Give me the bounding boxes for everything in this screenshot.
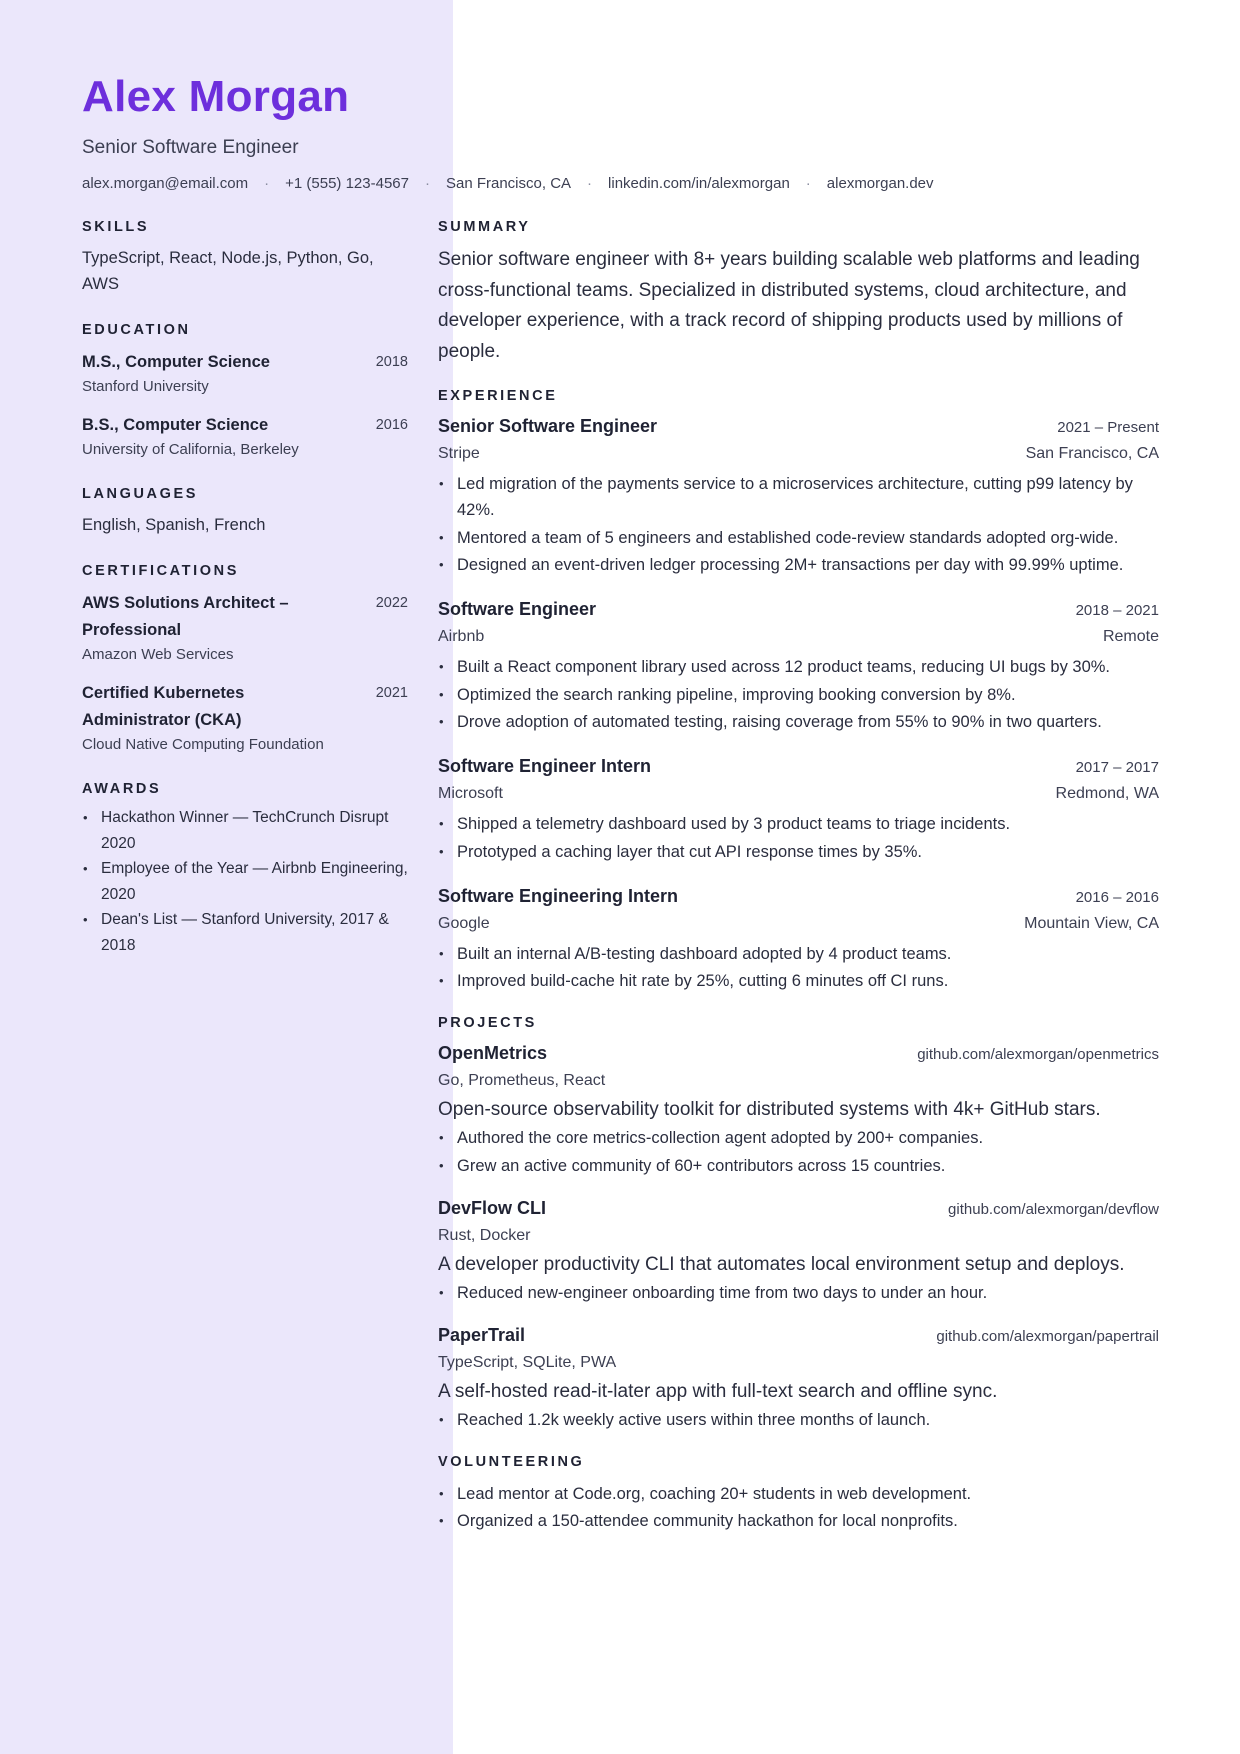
project-stack: Rust, Docker (438, 1226, 531, 1244)
summary-section (438, 218, 1159, 367)
candidate-title: Senior Software Engineer (82, 137, 299, 158)
job-entry (438, 596, 1159, 735)
volunteering-bullets (438, 1481, 1159, 1535)
volunteering-section (438, 1453, 1159, 1535)
job-title: Software Engineer Intern (438, 756, 652, 776)
contact-separator: · (587, 175, 593, 192)
project-description: A self-hosted read-it-later app with full-text search and offline sync. (438, 1380, 998, 1402)
project-link[interactable]: github.com/alexmorgan/papertrail (936, 1327, 1159, 1345)
award-item: • Hackathon Winner — TechCrunch Disrupt 2020 (82, 805, 408, 856)
certification-issuer: Cloud Native Computing Foundation (82, 736, 324, 753)
certification-issuer: Amazon Web Services (82, 646, 234, 663)
languages-text: English, Spanish, French (82, 516, 266, 534)
resume-header (82, 70, 1162, 196)
project-description: A developer productivity CLI that automates local environment setup and deploys. (438, 1253, 1125, 1275)
job-location: Redmond, WA (1055, 785, 1159, 802)
job-bullet: • Mentored a team of 5 engineers and established code-review standards adopted org-wide. (438, 525, 1159, 551)
section-heading: LANGUAGES (82, 486, 199, 502)
project-stack: Go, Prometheus, React (438, 1072, 606, 1089)
job-bullet: • Prototyped a caching layer that cut API response times by 35%. (438, 839, 1159, 865)
project-link[interactable]: github.com/alexmorgan/devflow (948, 1200, 1159, 1218)
contact-website[interactable]: alexmorgan.dev (826, 175, 934, 192)
award-item: • Dean's List — Stanford University, 2017 & 2018 (82, 907, 408, 958)
project-bullet: • Grew an active community of 60+ contributors across 15 countries. (438, 1153, 1159, 1179)
job-location: San Francisco, CA (1025, 445, 1159, 462)
certification-year: 2022 (375, 595, 408, 611)
project-bullets (438, 1125, 1159, 1179)
contact-separator: · (805, 175, 811, 192)
contact-location: San Francisco, CA (445, 175, 572, 192)
job-location: Mountain View, CA (1024, 914, 1159, 932)
job-location: Remote (1102, 628, 1159, 645)
contact-separator: · (424, 175, 430, 192)
contact-email[interactable]: alex.morgan@email.com (82, 175, 249, 192)
education-item (82, 349, 408, 398)
project-name: OpenMetrics (438, 1043, 548, 1063)
main-column (438, 218, 1159, 1554)
job-bullet: • Led migration of the payments service to a microservices architecture, cutting p99 latency by 42%. (438, 471, 1159, 523)
project-name: PaperTrail (438, 1324, 526, 1345)
job-bullet: • Improved build-cache hit rate by 25%, cutting 6 minutes off CI runs. (438, 968, 1159, 994)
project-entry (438, 1040, 1159, 1179)
job-title: Software Engineering Intern (438, 885, 679, 906)
project-bullets (438, 1280, 1159, 1306)
project-stack: TypeScript, SQLite, PWA (438, 1353, 617, 1371)
job-title: Senior Software Engineer (438, 416, 658, 436)
job-dates: 2016 – 2016 (1075, 888, 1159, 906)
certification-name: Certified Kubernetes Administrator (CKA) (82, 684, 245, 729)
project-description: Open-source observability toolkit for distributed systems with 4k+ GitHub stars. (438, 1099, 1101, 1120)
job-bullet: • Shipped a telemetry dashboard used by 3 product teams to triage incidents. (438, 811, 1159, 837)
education-item (82, 412, 408, 461)
job-entry (438, 413, 1159, 578)
job-dates: 2017 – 2017 (1075, 759, 1159, 776)
project-bullet: • Authored the core metrics-collection agent adopted by 200+ companies. (438, 1125, 1159, 1151)
volunteering-bullet: • Lead mentor at Code.org, coaching 20+ students in web development. (438, 1481, 1159, 1507)
job-bullet: • Designed an event-driven ledger processing 2M+ transactions per day with 99.99% uptime. (438, 552, 1159, 578)
contact-linkedin[interactable]: linkedin.com/in/alexmorgan (608, 175, 790, 192)
project-bullet: • Reached 1.2k weekly active users within three months of launch. (438, 1407, 1159, 1433)
job-entry (438, 753, 1159, 865)
job-dates: 2018 – 2021 (1075, 602, 1159, 619)
certification-year: 2021 (375, 685, 408, 701)
section-heading: AWARDS (82, 781, 162, 797)
section-heading: CERTIFICATIONS (82, 563, 239, 579)
contact-phone[interactable]: +1 (555) 123-4567 (285, 175, 409, 192)
job-dates: 2021 – Present (1057, 419, 1159, 436)
certification-name: AWS Solutions Architect – Professional (82, 594, 289, 639)
certifications-section (82, 562, 408, 756)
volunteering-bullet: • Organized a 150-attendee community hackathon for local nonprofits. (438, 1508, 1159, 1534)
job-bullets (438, 654, 1159, 735)
award-item: • Employee of the Year — Airbnb Engineering, 2020 (82, 856, 408, 907)
section-heading: PROJECTS (438, 1015, 537, 1031)
job-bullet: • Drove adoption of automated testing, raising coverage from 55% to 90% in two quarters. (438, 709, 1159, 735)
education-degree: M.S., Computer Science (82, 353, 270, 371)
education-degree: B.S., Computer Science (82, 416, 269, 434)
languages-section (82, 485, 408, 538)
education-school: Stanford University (82, 378, 209, 395)
section-heading: SKILLS (82, 219, 150, 235)
job-entry (438, 883, 1159, 995)
project-bullet: • Reduced new-engineer onboarding time from two days to under an hour. (438, 1280, 1159, 1306)
section-heading: SUMMARY (438, 219, 531, 235)
job-bullet: • Built an internal A/B-testing dashboard adopted by 4 product teams. (438, 941, 1159, 967)
certification-item (82, 590, 408, 666)
job-company: Google (438, 914, 490, 932)
section-heading: VOLUNTEERING (438, 1453, 585, 1470)
section-heading: EXPERIENCE (438, 388, 558, 404)
project-bullets (438, 1407, 1159, 1433)
job-bullets (438, 811, 1159, 865)
job-bullets (438, 471, 1159, 578)
projects-section (438, 1014, 1159, 1433)
sidebar (82, 218, 408, 982)
education-year: 2016 (375, 417, 408, 433)
education-section (82, 321, 408, 461)
education-year: 2018 (375, 354, 408, 370)
experience-section (438, 387, 1159, 994)
job-bullets (438, 941, 1159, 995)
job-company: Microsoft (438, 785, 503, 802)
contact-separator: · (264, 175, 270, 192)
job-bullet: • Built a React component library used across 12 product teams, reducing UI bugs by 30%. (438, 654, 1159, 680)
job-company: Airbnb (438, 628, 485, 645)
candidate-name: Alex Morgan (82, 72, 350, 121)
education-school: University of California, Berkeley (82, 441, 299, 458)
skills-text: TypeScript, React, Node.js, Python, Go, AWS (82, 249, 374, 293)
contact-line (82, 172, 1162, 196)
job-bullet: • Optimized the search ranking pipeline, improving booking conversion by 8%. (438, 682, 1159, 708)
job-title: Software Engineer (438, 599, 597, 619)
certification-item (82, 680, 408, 756)
awards-list (82, 805, 408, 958)
summary-text: Senior software engineer with 8+ years building scalable web platforms and leading cross-functional teams. Specialized in distributed systems, cloud architecture, and developer experience, with a track record of shipping products used by millions of people. (438, 249, 1140, 362)
project-entry (438, 1195, 1159, 1306)
project-entry (438, 1322, 1159, 1433)
project-link[interactable]: github.com/alexmorgan/openmetrics (917, 1046, 1159, 1063)
job-company: Stripe (438, 445, 480, 462)
section-heading: EDUCATION (82, 322, 191, 338)
skills-section (82, 218, 408, 297)
awards-section (82, 780, 408, 958)
project-name: DevFlow CLI (438, 1197, 547, 1218)
